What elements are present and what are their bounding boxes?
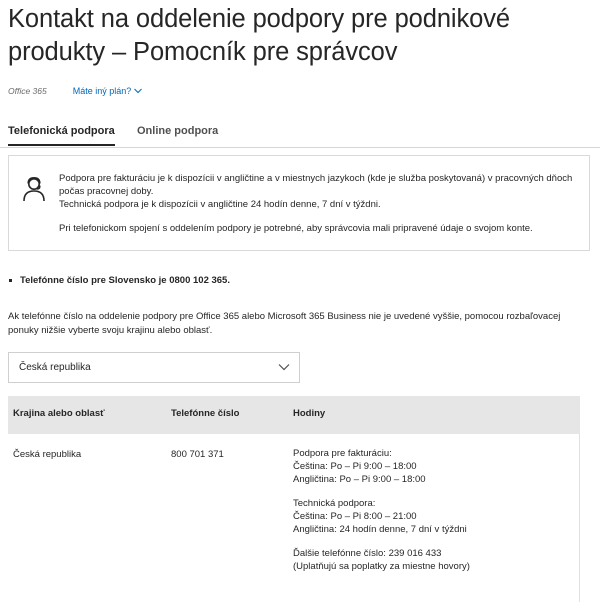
info-text <box>59 172 579 235</box>
billing-hours-english: Angličtina: Po – Pi 9:00 – 18:00 <box>293 474 426 485</box>
billing-hours-czech: Čeština: Po – Pi 9:00 – 18:00 <box>293 461 417 472</box>
tab-phone-support[interactable]: Telefonická podpora <box>8 125 115 137</box>
table-row <box>8 434 580 602</box>
tab-online-support[interactable]: Online podpora <box>137 125 219 137</box>
tech-hours <box>293 497 573 536</box>
slovakia-phone-text: Telefónne číslo pre Slovensko je 0800 102 365. <box>20 275 230 286</box>
header-hours: Hodiny <box>293 408 326 419</box>
cell-country: Česká republika <box>13 449 82 460</box>
country-select-value: Česká republika <box>19 362 91 373</box>
tech-hours-english: Angličtina: 24 hodín denne, 7 dní v týždni <box>293 524 467 535</box>
other-plan-link[interactable] <box>73 86 143 96</box>
other-phone-note: (Uplatňujú sa poplatky za miestne hovory) <box>293 561 470 572</box>
chevron-down-icon <box>134 88 142 94</box>
other-phone-number: Ďalšie telefónne číslo: 239 016 433 <box>293 548 442 559</box>
billing-hours-title: Podpora pre fakturáciu: <box>293 448 392 459</box>
other-phone <box>293 547 573 573</box>
chevron-down-icon <box>278 363 290 371</box>
header-phone: Telefónne číslo <box>171 408 240 419</box>
tech-hours-czech: Čeština: Po – Pi 8:00 – 21:00 <box>293 511 417 522</box>
billing-support-info: Podpora pre fakturáciu je k dispozícii v angličtine a v miestnych jazykoch (kde je služba poskytovaná) v pracovných dňoch počas pracovnej doby. <box>59 173 573 197</box>
header-country: Krajina alebo oblasť <box>13 408 105 419</box>
table-header <box>8 396 580 434</box>
cell-hours <box>293 447 573 584</box>
product-name: Office 365 <box>8 86 47 96</box>
support-tabs <box>0 123 600 148</box>
admin-note: Pri telefonickom spojení s oddelením podpory je potrebné, aby správcovia mali pripravené údaje o svojom konte. <box>59 223 533 234</box>
billing-hours <box>293 447 573 486</box>
bullet-icon <box>9 279 12 282</box>
other-plan-label: Máte iný plán? <box>72 86 132 96</box>
support-info-box <box>8 155 590 251</box>
page-title: Kontakt na oddelenie podpory pre podnikové produkty – Pomocník pre správcov <box>8 5 510 66</box>
country-select[interactable] <box>8 352 300 383</box>
slovakia-phone <box>8 275 230 286</box>
tech-hours-title: Technická podpora: <box>293 498 376 509</box>
instructions-text: Ak telefónne číslo na oddelenie podpory pre Office 365 alebo Microsoft 365 Business nie je uvedené vyššie, pomocou rozbaľovacej ponuky nižšie vyberte svoju krajinu alebo oblasť. <box>8 311 561 336</box>
cell-phone: 800 701 371 <box>171 449 224 460</box>
plan-row <box>8 84 142 98</box>
person-headset-icon <box>22 176 46 202</box>
tech-support-info: Technická podpora je k dispozícii v angličtine 24 hodín denne, 7 dní v týždni. <box>59 199 381 210</box>
